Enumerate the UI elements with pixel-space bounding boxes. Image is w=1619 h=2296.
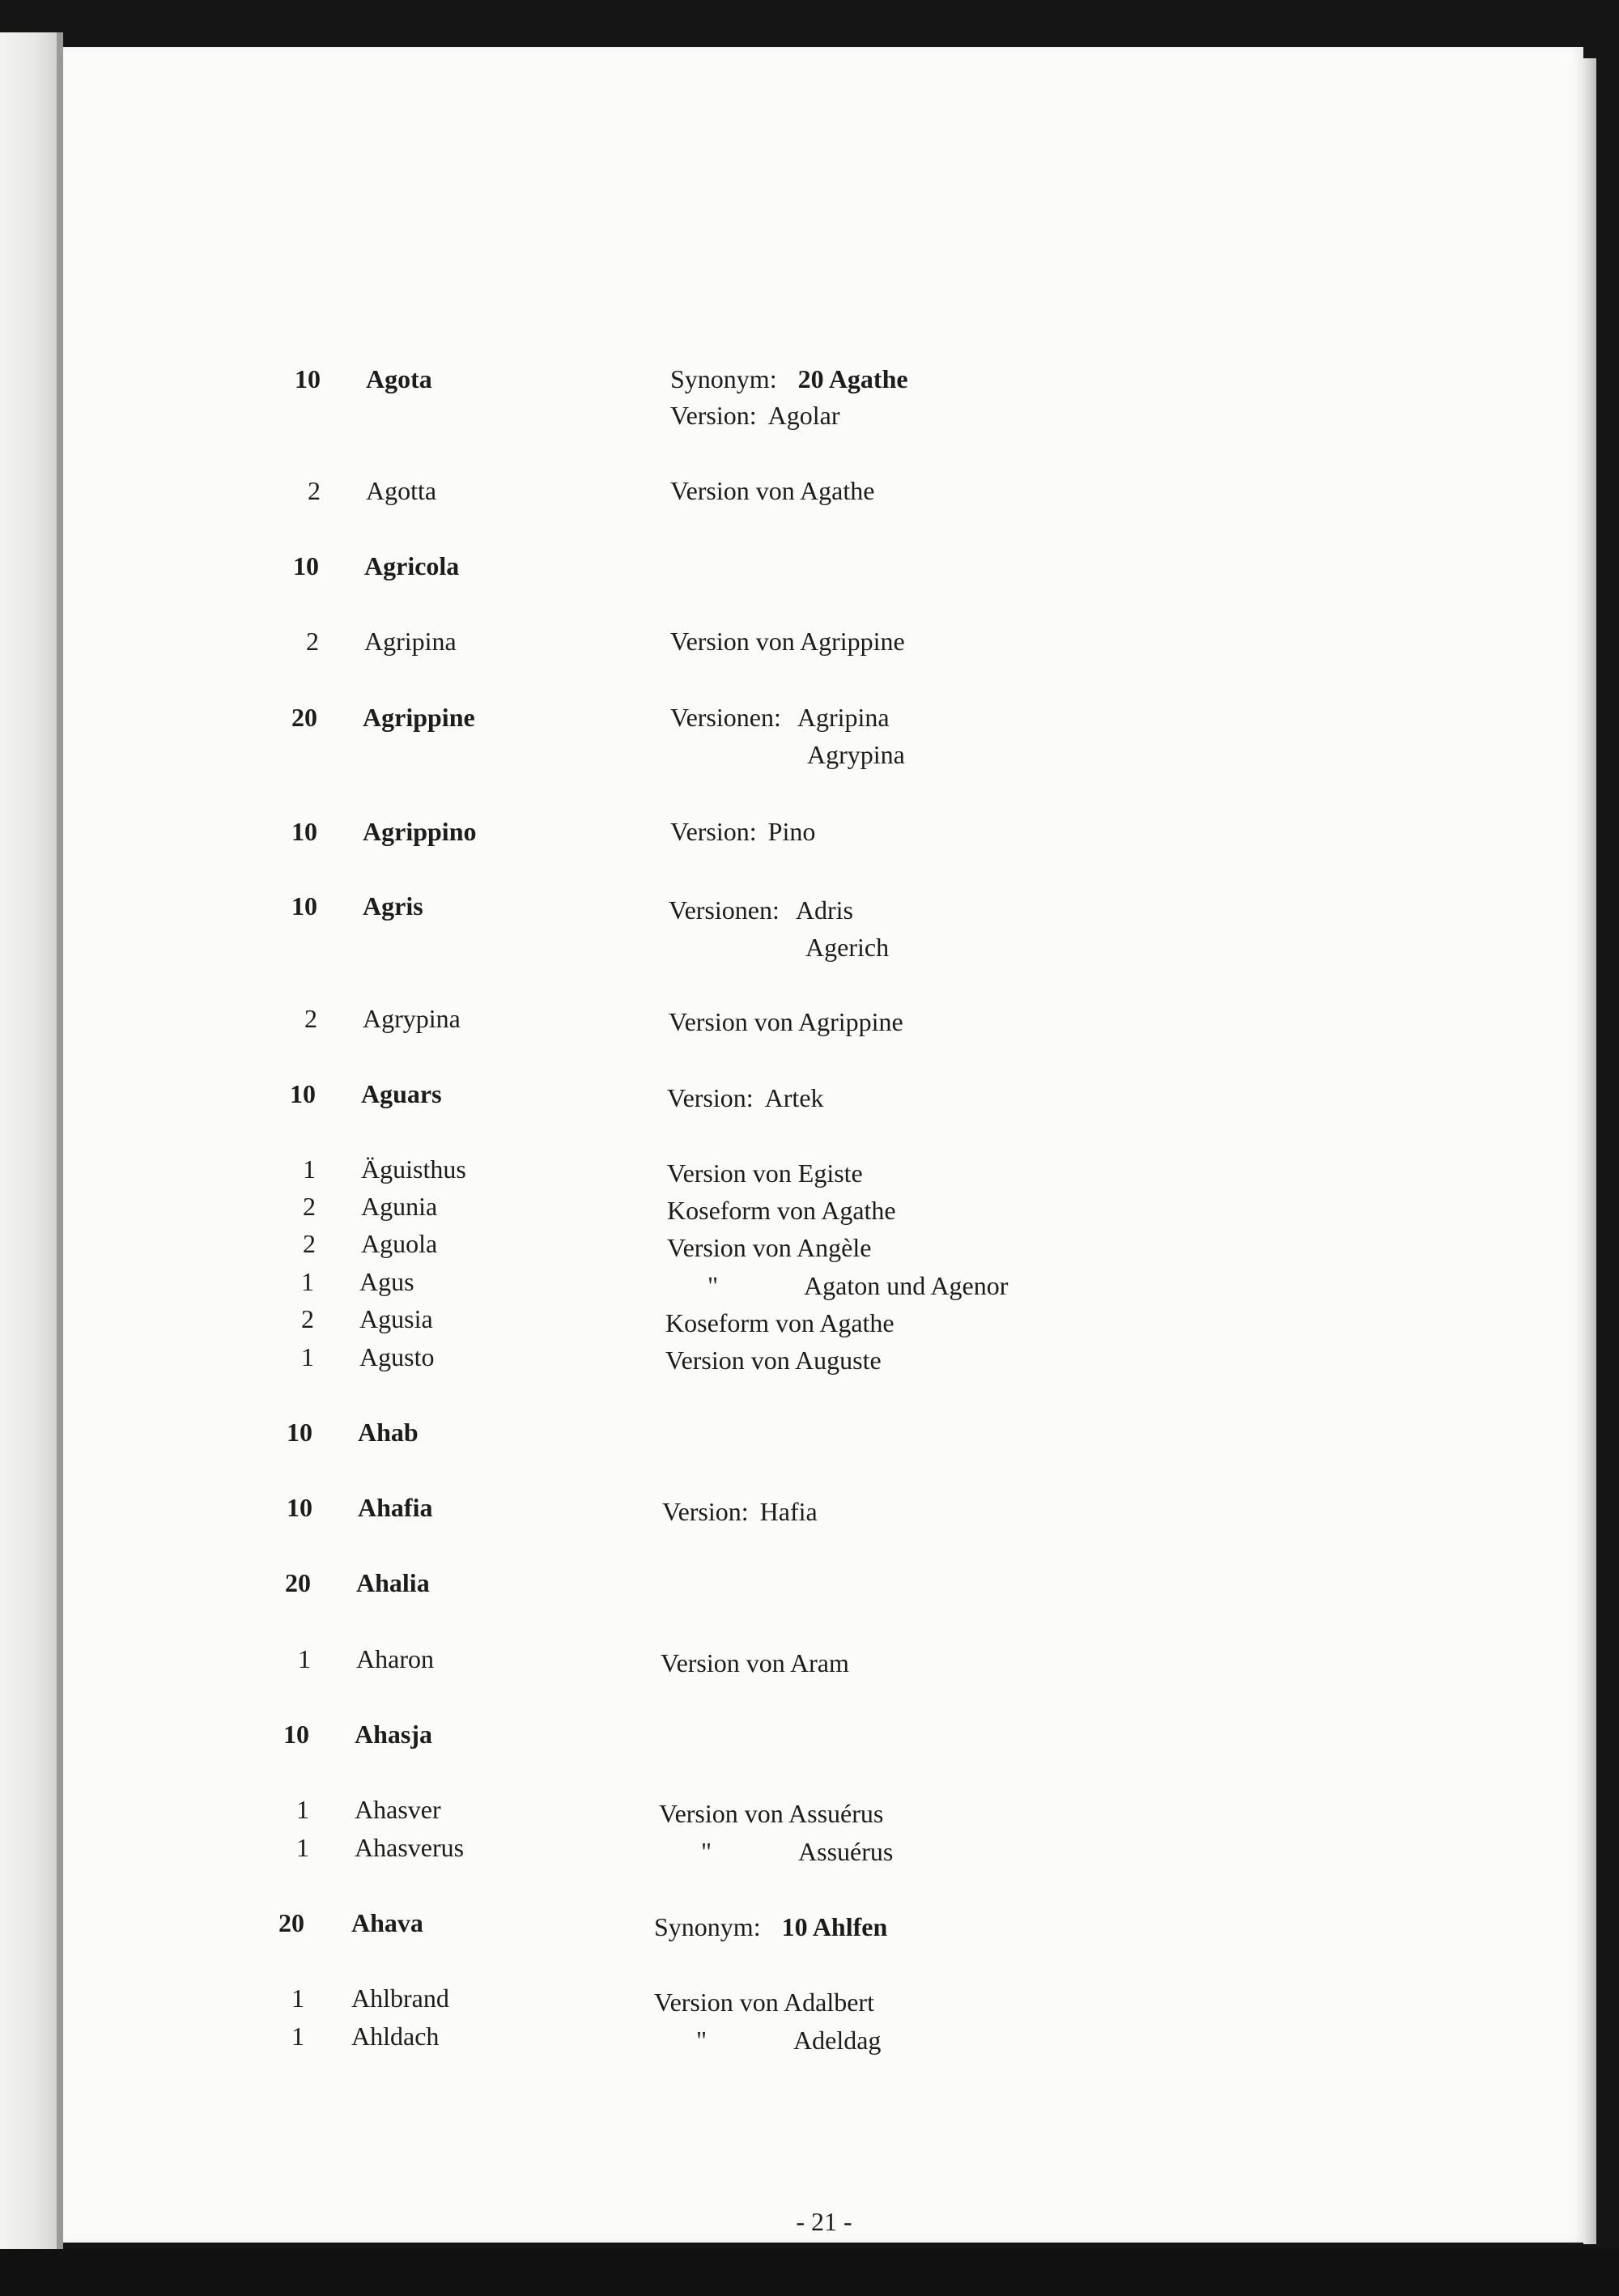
entry-description [670,401,840,431]
ditto-mark: " [696,2026,708,2055]
synonym-label: Synonym: [670,364,777,393]
entry-frequency: 1 [301,1267,314,1296]
entry-description: Version von Agathe [670,476,875,505]
entry-name: Agrippino [363,817,477,846]
entry-name: Agris [363,891,423,921]
entry-name: Aharon [356,1644,434,1673]
entry-description: Agaton und Agenor [804,1271,1009,1300]
entry-frequency: 2 [303,1229,316,1258]
entry-frequency: 10 [287,1493,312,1522]
entry-name: Agricola [364,551,460,580]
synonym-label: Synonym: [654,1912,761,1941]
entry-name: Agus [359,1267,414,1296]
synonym-value: 20 Agathe [797,364,908,393]
entry-frequency: 1 [301,1342,314,1371]
entry-frequency: 10 [290,1079,316,1108]
version-label: Version: [662,1497,749,1526]
versions-label: Versionen: [670,703,781,732]
entry-description: Koseform von Agathe [667,1196,896,1225]
version-label: Version: [670,401,757,430]
entry-frequency: 10 [283,1720,309,1749]
entry-frequency: 20 [285,1568,311,1597]
entry-description: Version von Auguste [665,1346,882,1375]
entry-frequency: 10 [287,1418,312,1447]
version-value: Pino [767,817,816,846]
entry-frequency: 1 [296,1795,309,1824]
entry-frequency: 20 [278,1908,304,1937]
entry-description: Version von Assuérus [659,1799,884,1828]
entry-description: Assuérus [798,1837,894,1866]
entry-frequency: 10 [291,817,317,846]
entry-description: Version von Angèle [667,1233,872,1262]
scan-border [0,2249,1619,2296]
entry-frequency: 1 [291,1983,304,2013]
entry-name: Ahafia [358,1493,433,1522]
entry-name: Agrypina [363,1004,461,1033]
page-number: - 21 - [796,2207,852,2236]
entry-description: Version von Adalbert [654,1988,874,2017]
entry-name: Agota [366,364,432,393]
entry-description [662,1497,818,1527]
version-value: Adris [795,895,853,925]
synonym-value: 10 Ahlfen [781,1912,888,1941]
version-value: Agripina [797,703,890,732]
entry-description [654,1912,887,1942]
entry-name: Agunia [361,1192,438,1221]
entry-frequency: 2 [303,1192,316,1221]
ditto-mark: " [708,1271,719,1300]
version-label: Version: [670,817,757,846]
entry-description-continued: Agrypina [807,740,905,769]
left-page-edge [0,32,61,2251]
entry-frequency: 1 [296,1833,309,1862]
entry-frequency: 10 [291,891,317,921]
entry-description: Version von Egiste [667,1159,863,1188]
right-page-edge [1583,58,1596,2244]
entry-frequency: 10 [293,551,319,580]
entry-frequency: 20 [291,703,317,732]
version-label: Version: [667,1083,754,1112]
version-value: Hafia [759,1497,818,1526]
entry-name: Äguisthus [361,1154,466,1184]
entry-frequency: 2 [301,1304,314,1333]
entry-description [669,895,853,925]
entry-description [670,703,890,733]
entry-frequency: 2 [306,627,319,656]
entry-frequency: 1 [303,1154,316,1184]
entry-description: Adeldag [793,2026,882,2055]
entry-name: Aguars [361,1079,442,1108]
entry-name: Agotta [366,476,437,505]
entry-description [670,364,908,394]
entry-name: Ahava [351,1908,423,1937]
entry-frequency: 2 [308,476,321,505]
entry-name: Ahldach [351,2022,440,2051]
entry-name: Agusia [359,1304,433,1333]
entry-name: Agusto [359,1342,435,1371]
entry-description-continued: Agerich [805,933,890,962]
version-value: Agolar [767,401,840,430]
ditto-mark: " [701,1837,712,1866]
entry-frequency: 1 [298,1644,311,1673]
entry-name: Agrippine [363,703,475,732]
entry-description: Version von Agrippine [669,1007,903,1036]
entry-frequency: 1 [291,2022,304,2051]
versions-label: Versionen: [669,895,780,925]
entry-frequency: 10 [295,364,321,393]
entry-name: Ahalia [356,1568,430,1597]
dictionary-page [63,47,1583,2243]
entry-name: Ahasverus [355,1833,465,1862]
entry-name: Ahasja [355,1720,433,1749]
entry-description [670,817,815,847]
entry-name: Ahab [358,1418,419,1447]
book-spine [57,32,63,2251]
entry-description [667,1083,824,1113]
entry-description: Version von Agrippine [670,627,905,656]
entry-frequency: 2 [304,1004,317,1033]
entry-list [63,47,1583,2243]
entry-name: Aguola [361,1229,438,1258]
entry-name: Ahlbrand [351,1983,449,2013]
entry-description: Koseform von Agathe [665,1308,894,1337]
entry-description: Version von Aram [661,1648,849,1677]
entry-name: Agripina [364,627,457,656]
version-value: Artek [764,1083,824,1112]
entry-name: Ahasver [355,1795,441,1824]
